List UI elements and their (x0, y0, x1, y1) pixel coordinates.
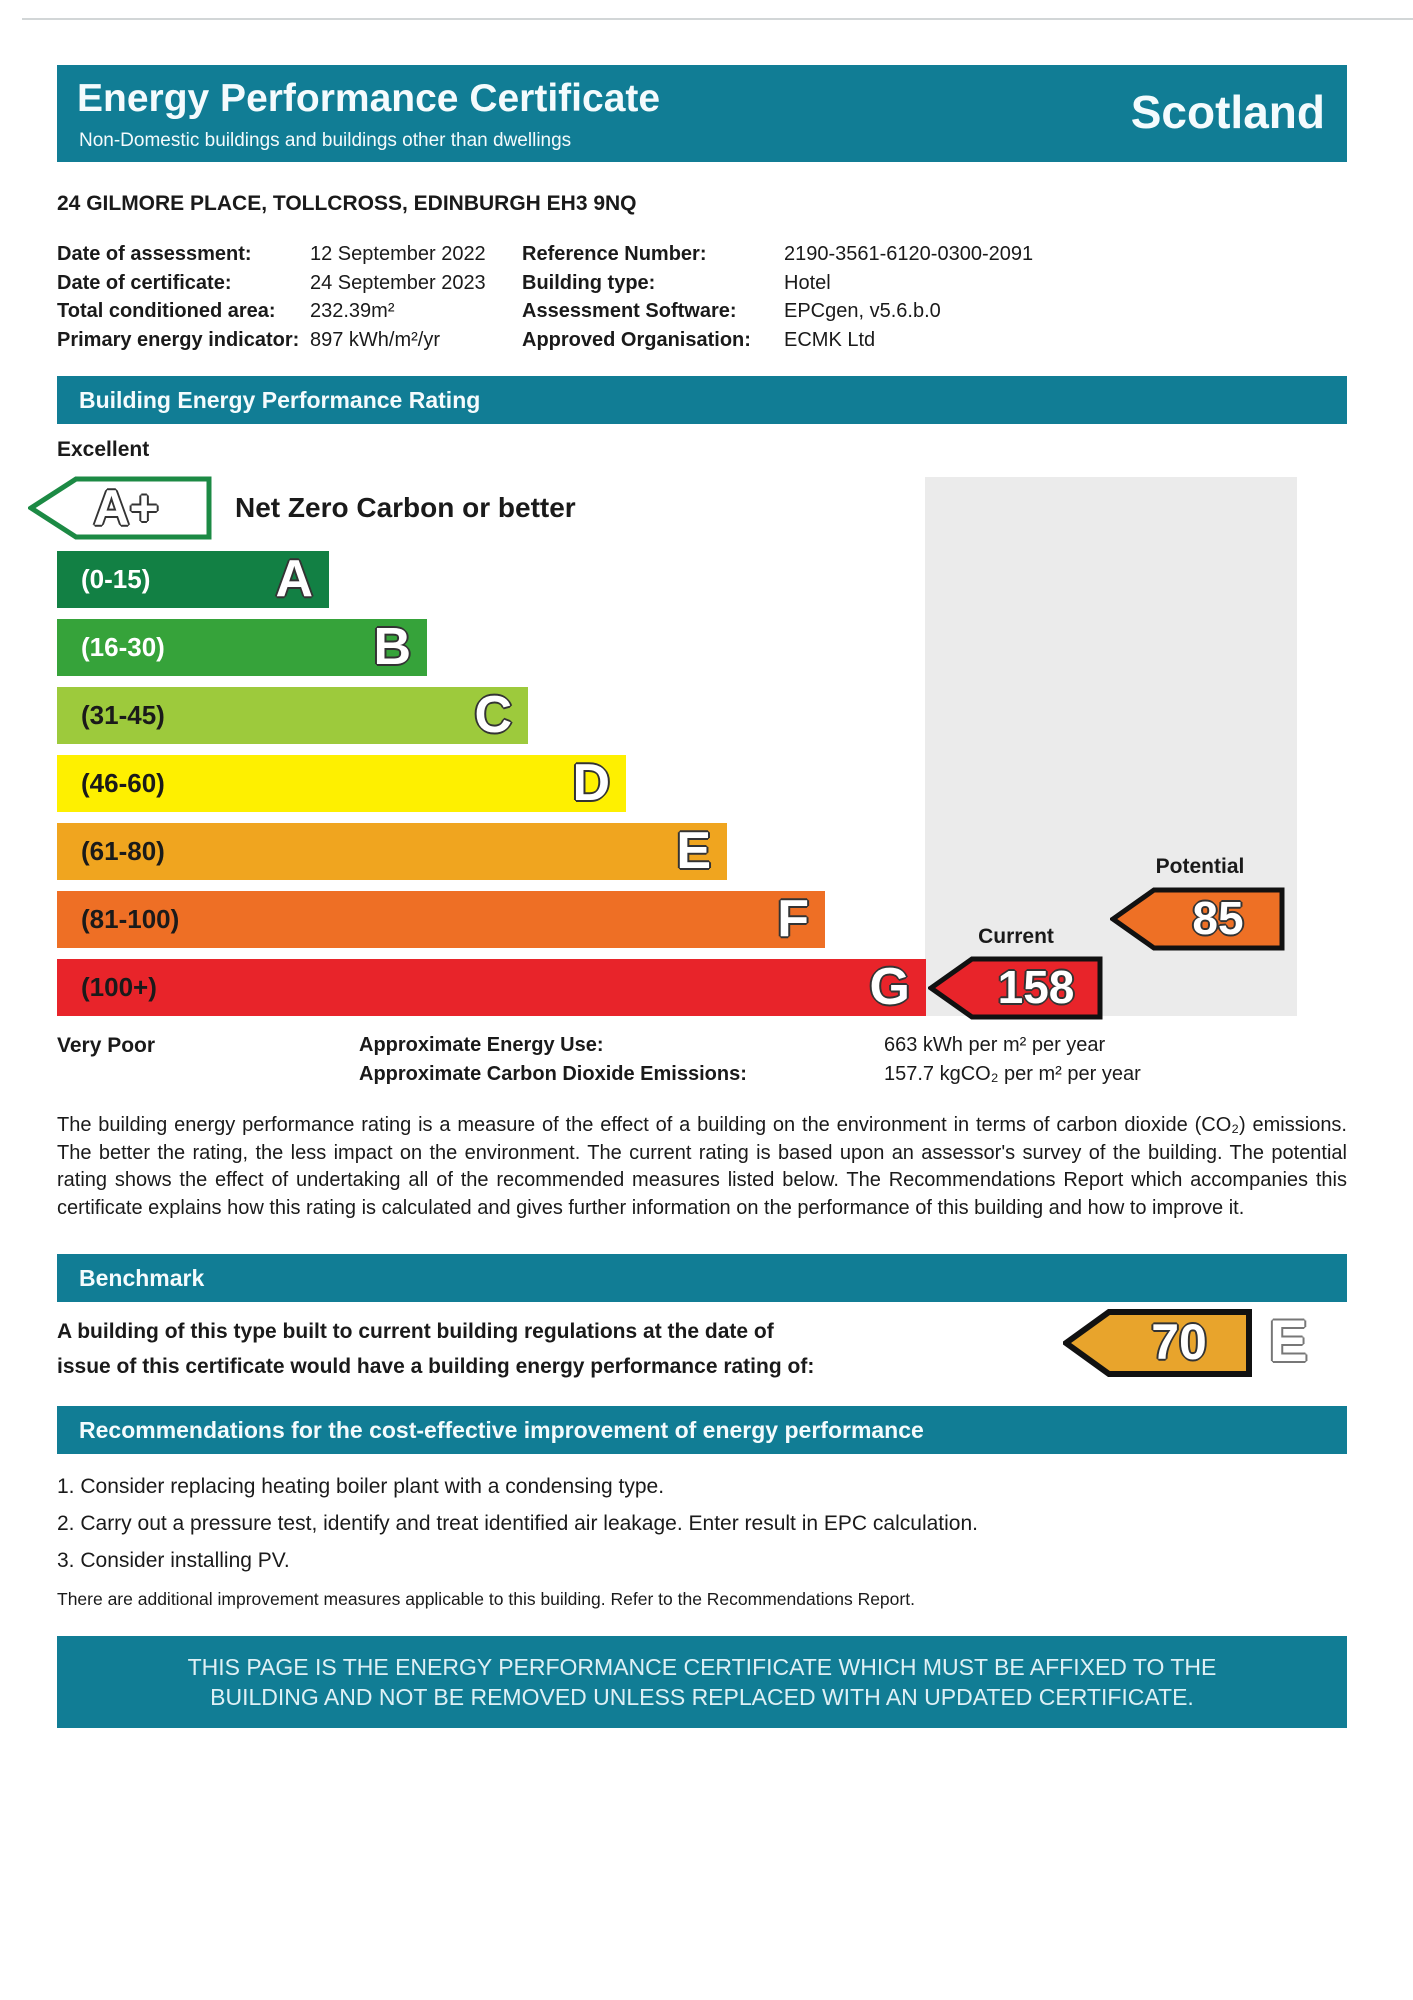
certificate-page (57, 65, 1347, 1728)
aplus-badge (28, 475, 213, 541)
recommendation-list (57, 1468, 1347, 1579)
scale-footer (57, 1030, 1347, 1100)
band-letter: A (275, 550, 313, 608)
rating-band-c (57, 687, 528, 744)
rating-band-d (57, 755, 626, 812)
band-letter: F (777, 890, 809, 948)
detail-value: 12 September 2022 (310, 243, 486, 265)
detail-label: Primary energy indicator: (57, 328, 300, 351)
recommendation-item: 1. Consider replacing heating boiler plant with a condensing type. (57, 1475, 665, 1498)
rating-band-e (57, 823, 727, 880)
epc-rating-chart (57, 477, 1347, 1016)
recommendation-item: 2. Carry out a pressure test, identify and treat identified air leakage. Enter result in EPC calculation. (57, 1512, 978, 1535)
detail-value: EPCgen, v5.6.b.0 (784, 300, 941, 322)
detail-label: Building type: (522, 271, 656, 294)
band-range: (16-30) (81, 632, 165, 662)
benchmark-rating-value: 70 (1151, 1314, 1207, 1370)
current-rating-value: 158 (997, 961, 1075, 1013)
scale-bottom-label: Very Poor (57, 1034, 156, 1057)
aplus-letter: A+ (93, 480, 159, 536)
page-title: Energy Performance Certificate (77, 77, 661, 120)
recommendation-item: 3. Consider installing PV. (57, 1549, 290, 1572)
detail-value: 897 kWh/m²/yr (310, 328, 441, 351)
current-rating-arrow (928, 955, 1104, 1021)
scale-top-label: Excellent (57, 438, 150, 461)
detail-value: Hotel (784, 271, 831, 294)
detail-label: Assessment Software: (522, 300, 737, 322)
detail-value: ECMK Ltd (784, 328, 876, 351)
detail-label: Total conditioned area: (57, 300, 276, 322)
detail-value: 24 September 2023 (310, 271, 486, 294)
energy-use-value: 663 kWh per m² per year (884, 1034, 1106, 1056)
detail-label: Date of certificate: (57, 271, 232, 294)
detail-label: Date of assessment: (57, 243, 252, 265)
footer-line2: BUILDING AND NOT BE REMOVED UNLESS REPLACED WITH AN UPDATED CERTIFICATE. (210, 1684, 1194, 1710)
region-label: Scotland (1130, 86, 1325, 138)
band-range: (61-80) (81, 836, 165, 866)
aplus-description: Net Zero Carbon or better (235, 492, 576, 523)
detail-label: Approved Organisation: (522, 328, 751, 351)
benchmark-text (57, 1314, 814, 1384)
band-range: (31-45) (81, 700, 165, 730)
property-address: 24 GILMORE PLACE, TOLLCROSS, EDINBURGH EH3 9NQ (57, 192, 637, 215)
rating-description: The building energy performance rating is a measure of the effect of a building on the environment in terms of carbon dioxide (CO₂) emissions. The better the rating, the less impact on the environment. The current rating is based upon an assessor's survey of the building. The potential rating shows the effect of undertaking all of the recommended measures listed below. The Recommendations Report which accompanies this certificate explains how this rating is calculated and gives further information on the performance of this building and how to improve it. (57, 1114, 1347, 1219)
certificate-details (57, 240, 1347, 354)
footer-banner (57, 1636, 1347, 1728)
rating-band-g (57, 959, 926, 1016)
benchmark-row (57, 1302, 1347, 1402)
header-banner (57, 65, 1347, 162)
aplus-row (57, 477, 1347, 539)
rating-band-b (57, 619, 427, 676)
band-letter: C (474, 686, 512, 744)
benchmark-line1: A building of this type built to current building regulations at the date of (57, 1320, 774, 1343)
section-header-rating: Building Energy Performance Rating (57, 376, 1347, 424)
rating-band-f (57, 891, 825, 948)
footer-line1: THIS PAGE IS THE ENERGY PERFORMANCE CERTIFICATE WHICH MUST BE AFFIXED TO THE (187, 1654, 1217, 1680)
co2-emissions-value: 157.7 kgCO₂ per m² per year (884, 1063, 1141, 1085)
band-range: (0-15) (81, 564, 151, 594)
detail-value: 2190-3561-6120-0300-2091 (784, 243, 1034, 265)
band-range: (81-100) (81, 904, 180, 934)
page-scan-edge-line (22, 18, 1413, 20)
energy-use-label: Approximate Energy Use: (359, 1034, 604, 1056)
potential-rating-arrow (1110, 886, 1286, 952)
section-header-benchmark: Benchmark (57, 1254, 1347, 1302)
benchmark-rating-band: E (1269, 1309, 1308, 1374)
section-header-recommendations: Recommendations for the cost-effective improvement of energy performance (57, 1406, 1347, 1454)
current-label: Current (978, 925, 1054, 948)
band-letter: D (572, 754, 610, 812)
recommendation-note: There are additional improvement measures applicable to this building. Refer to the Recommendations Report. (57, 1589, 915, 1609)
band-letter: B (373, 618, 411, 676)
co2-emissions-label: Approximate Carbon Dioxide Emissions: (359, 1063, 747, 1085)
band-letter: G (869, 958, 910, 1016)
detail-label: Reference Number: (522, 243, 707, 265)
page-subtitle: Non-Domestic buildings and buildings other than dwellings (79, 130, 572, 151)
rating-band-a (57, 551, 329, 608)
detail-value: 232.39m² (310, 300, 395, 322)
benchmark-line2: issue of this certificate would have a building energy performance rating of: (57, 1355, 815, 1378)
band-letter: E (676, 822, 711, 880)
potential-label: Potential (1155, 855, 1245, 878)
band-range: (46-60) (81, 768, 165, 798)
potential-rating-value: 85 (1192, 892, 1244, 944)
band-range: (100+) (81, 972, 157, 1002)
benchmark-rating-arrow (1063, 1308, 1253, 1378)
